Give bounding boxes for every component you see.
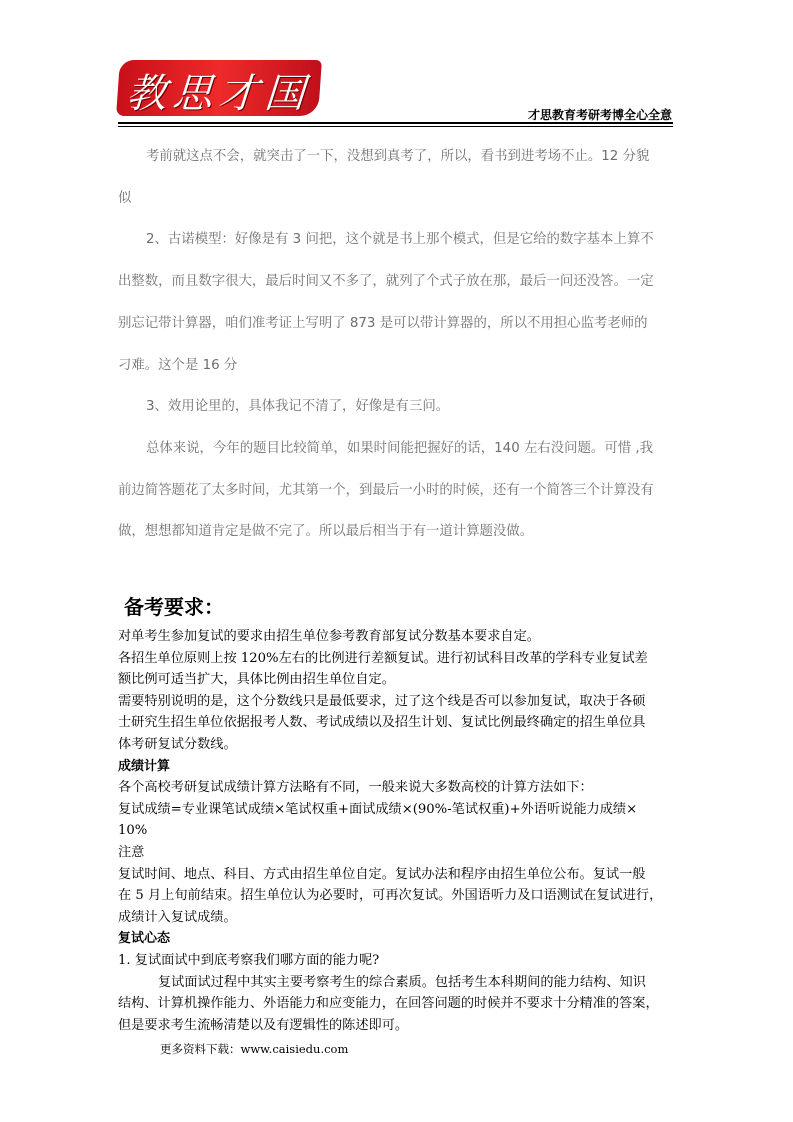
text-line: 前边简答题花了太多时间，尤其第一个，到最后一小时的时候，还有一个简答三个计算没有 <box>118 482 654 498</box>
requirements-text <box>118 626 678 1036</box>
text-line: 体考研复试分数线。 <box>118 736 237 752</box>
text-line: 结构、计算机操作能力、外语能力和应变能力，在回答问题的时候并不要求十分精准的答案， <box>118 996 659 1012</box>
text-line: 总体来说，今年的题目比较简单，如果时间能把握好的话，140 左右没问题。可惜 ,我 <box>146 440 653 456</box>
text-line: 额比例可适当扩大，具体比例由招生单位自定。 <box>118 672 395 688</box>
text-line: 但是要求考生流畅清楚以及有逻辑性的陈述即可。 <box>118 1017 409 1033</box>
text-line: 复试成绩=专业课笔试成绩×笔试权重+面试成绩×(90%-笔试权重)+外语听说能力成绩× <box>118 801 638 817</box>
review-text <box>118 136 678 553</box>
logo <box>116 60 322 116</box>
text-line: 各招生单位原则上按 120%左右的比例进行差额复试。进行初试科目改革的学科专业复试差 <box>118 650 648 666</box>
text-line: 成绩计入复试成绩。 <box>118 909 237 925</box>
text-line: 复试时间、地点、科目、方式由招生单位自定。复试办法和程序由招生单位公布。复试一般 <box>118 866 646 882</box>
header-divider-thin <box>118 126 673 127</box>
logo-text: 教思才国 <box>124 71 313 117</box>
footer-link[interactable]: 更多资料下载：www.caisiedu.com <box>160 1042 349 1056</box>
text-line: 士研究生招生单位依据报考人数、考试成绩以及招生计划、复试比例最终确定的招生单位具 <box>118 715 646 731</box>
text-line: 出整数，而且数字很大，最后时间又不多了，就列了个式子放在那，最后一问还没答。一定 <box>118 274 654 290</box>
text-line: 各个高校考研复试成绩计算方法略有不同，一般来说大多数高校的计算方法如下： <box>118 780 593 796</box>
text-line: 刁难。这个是 16 分 <box>118 357 238 373</box>
header-slogan: 才思教育考研考博全心全意 <box>527 108 672 122</box>
text-line: 1. 复试面试中到底考察我们哪方面的能力呢? <box>118 952 380 968</box>
text-line: 在 5 月上旬前结束。招生单位认为必要时，可再次复试。外国语听力及口语测试在复试进行， <box>118 888 663 904</box>
subheading: 成绩计算 <box>118 758 171 774</box>
section-title: 备考要求： <box>124 595 224 619</box>
text-line: 考前就这点不会，就突击了一下，没想到真考了，所以，看书到进考场不止。12 分貌 <box>146 149 650 164</box>
header-divider <box>118 122 673 124</box>
subheading: 复试心态 <box>118 931 171 947</box>
text-line: 复试面试过程中其实主要考察考生的综合素质。包括考生本科期间的能力结构、知识 <box>158 974 646 990</box>
text-line: 似 <box>118 190 132 206</box>
text-line: 2、古诺模型：好像是有 3 问把，这个就是书上那个模式，但是它给的数字基本上算不 <box>146 232 654 248</box>
text-line: 10% <box>118 823 148 839</box>
text-line: 需要特别说明的是，这个分数线只是最低要求，过了这个线是否可以参加复试，取决于各硕 <box>118 693 646 709</box>
text-line: 做，想想都知道肯定是做不完了。所以最后相当于有一道计算题没做。 <box>118 524 534 540</box>
text-line: 3、效用论里的，具体我记不清了，好像是有三问。 <box>146 399 450 415</box>
text-line: 对单考生参加复试的要求由招生单位参考教育部复试分数基本要求自定。 <box>118 629 540 644</box>
text-line: 注意 <box>118 844 145 860</box>
text-line: 别忘记带计算器，咱们准考证上写明了 873 是可以带计算器的，所以不用担心监考老师的 <box>118 315 648 331</box>
